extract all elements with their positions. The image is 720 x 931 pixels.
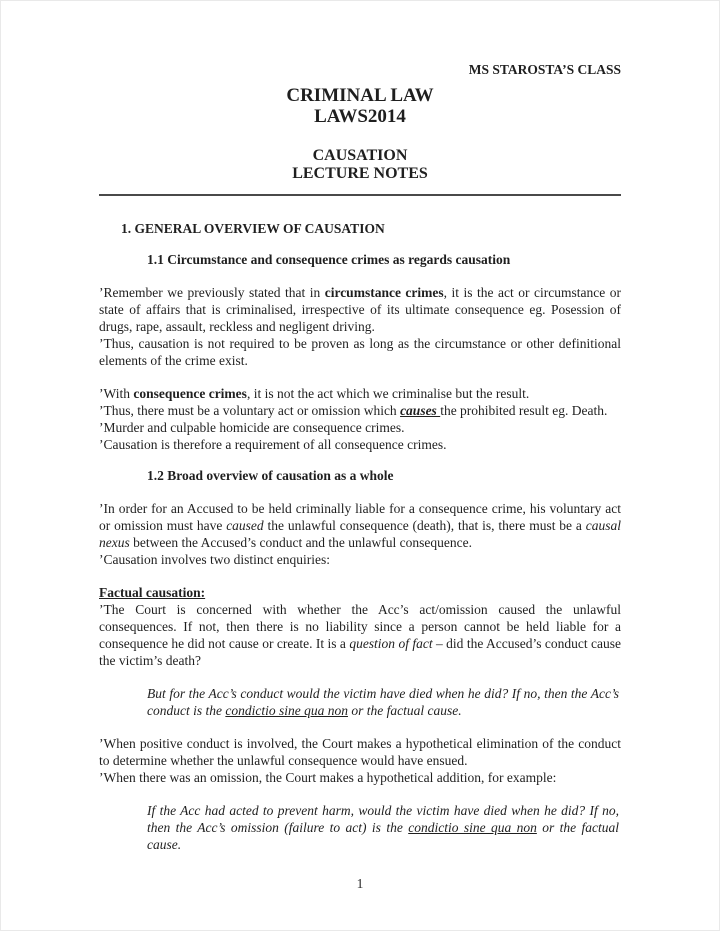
text-segment: condictio sine qua non <box>408 820 537 835</box>
para <box>99 735 621 769</box>
para <box>99 500 621 551</box>
text-segment: causal nexus <box>99 518 622 550</box>
text-segment: the unlawful consequence (death), that is, there must be a <box>263 518 586 533</box>
text-segment: 1.1 Circumstance and consequence crimes as regards causation <box>147 252 511 267</box>
text-segment: question of fact <box>349 636 433 651</box>
para <box>99 769 621 786</box>
text-segment: caused <box>226 518 264 533</box>
text-segment: circumstance crimes <box>324 285 444 300</box>
para <box>99 335 621 369</box>
para <box>99 419 621 436</box>
label-heading <box>99 584 621 601</box>
text-segment: the prohibited result eg. Death. <box>440 403 608 418</box>
text-segment: Factual causation: <box>99 585 206 600</box>
text-segment: If the Acc had acted to prevent harm, would the victim have died when he did? If no, then the Acc’s omission (failure to act) is the <box>147 803 619 835</box>
text-segment: ’Thus, there must be a voluntary act or omission which <box>99 403 401 418</box>
quote <box>147 685 619 719</box>
text-segment: between the Accused’s conduct and the unlawful consequence. <box>129 535 473 550</box>
quote <box>147 802 619 853</box>
title-block <box>99 85 621 127</box>
document-title-line1: CRIMINAL LAW <box>286 85 434 106</box>
text-segment: ’When positive conduct is involved, the Court makes a hypothetical elimination of the conduct to determine whether the unlawful consequence would have ensued. <box>99 736 621 768</box>
text-segment: But for the Acc’s conduct would the victim have died when he did? If no, then the Acc’s conduct is the <box>147 686 619 718</box>
text-segment: ’With <box>99 386 134 401</box>
text-segment: , it is the act or circumstance or state of affairs that is criminalised, irrespective of its ultimate consequence eg. Posession of drugs, rape, assault, reckless and negligent driving. <box>99 285 621 334</box>
para <box>99 385 621 402</box>
header-divider <box>99 194 621 196</box>
text-segment: ’When there was an omission, the Court makes a hypothetical addition, for example: <box>99 770 557 785</box>
class-label: MS STAROSTA’S CLASS <box>468 62 621 77</box>
text-segment: or the factual cause. <box>347 703 462 718</box>
text-segment: ’Causation is therefore a requirement of all consequence crimes. <box>99 437 447 452</box>
document-type: LECTURE NOTES <box>292 165 428 182</box>
text-segment: causes <box>400 403 441 418</box>
document-subject: CAUSATION <box>312 147 408 164</box>
text-segment: consequence crimes <box>133 386 247 401</box>
text-segment: , it is not the act which we criminalise but the result. <box>246 386 530 401</box>
page-number: 1 <box>356 876 364 891</box>
text-segment: ’Remember we previously stated that in <box>99 285 325 300</box>
para <box>99 601 621 669</box>
subtitle-block <box>99 147 621 183</box>
text-segment: ’Causation involves two distinct enquiries: <box>99 552 330 567</box>
text-segment: ’Murder and culpable homicide are consequence crimes. <box>99 420 405 435</box>
text-segment: – did the Accused’s conduct cause the victim’s death? <box>99 636 621 668</box>
para <box>99 436 621 453</box>
text-segment: or the factual cause. <box>147 820 620 852</box>
text-segment: 1.2 Broad overview of causation as a whole <box>147 468 394 483</box>
para <box>99 402 621 419</box>
sub-heading <box>99 251 621 268</box>
document-title-line2: LAWS2014 <box>314 106 406 127</box>
text-segment: ’In order for an Accused to be held criminally liable for a consequence crime, his voluntary act or omission must have <box>99 501 621 533</box>
section-heading <box>99 220 621 237</box>
para <box>99 551 621 568</box>
text-segment: ’Thus, causation is not required to be proven as long as the circumstance or other definitional elements of the crime exist. <box>99 336 621 368</box>
text-segment: condictio sine qua non <box>225 703 348 718</box>
text-segment: ’The Court is concerned with whether the Acc’s act/omission caused the unlawful consequences. If not, then there is no liability since a person cannot be held liable for a consequence he did not cause or create. It is a <box>99 602 621 651</box>
sub-heading <box>99 467 621 484</box>
para <box>99 284 621 335</box>
document-blocks <box>99 220 621 853</box>
text-segment: 1. GENERAL OVERVIEW OF CAUSATION <box>121 221 385 236</box>
